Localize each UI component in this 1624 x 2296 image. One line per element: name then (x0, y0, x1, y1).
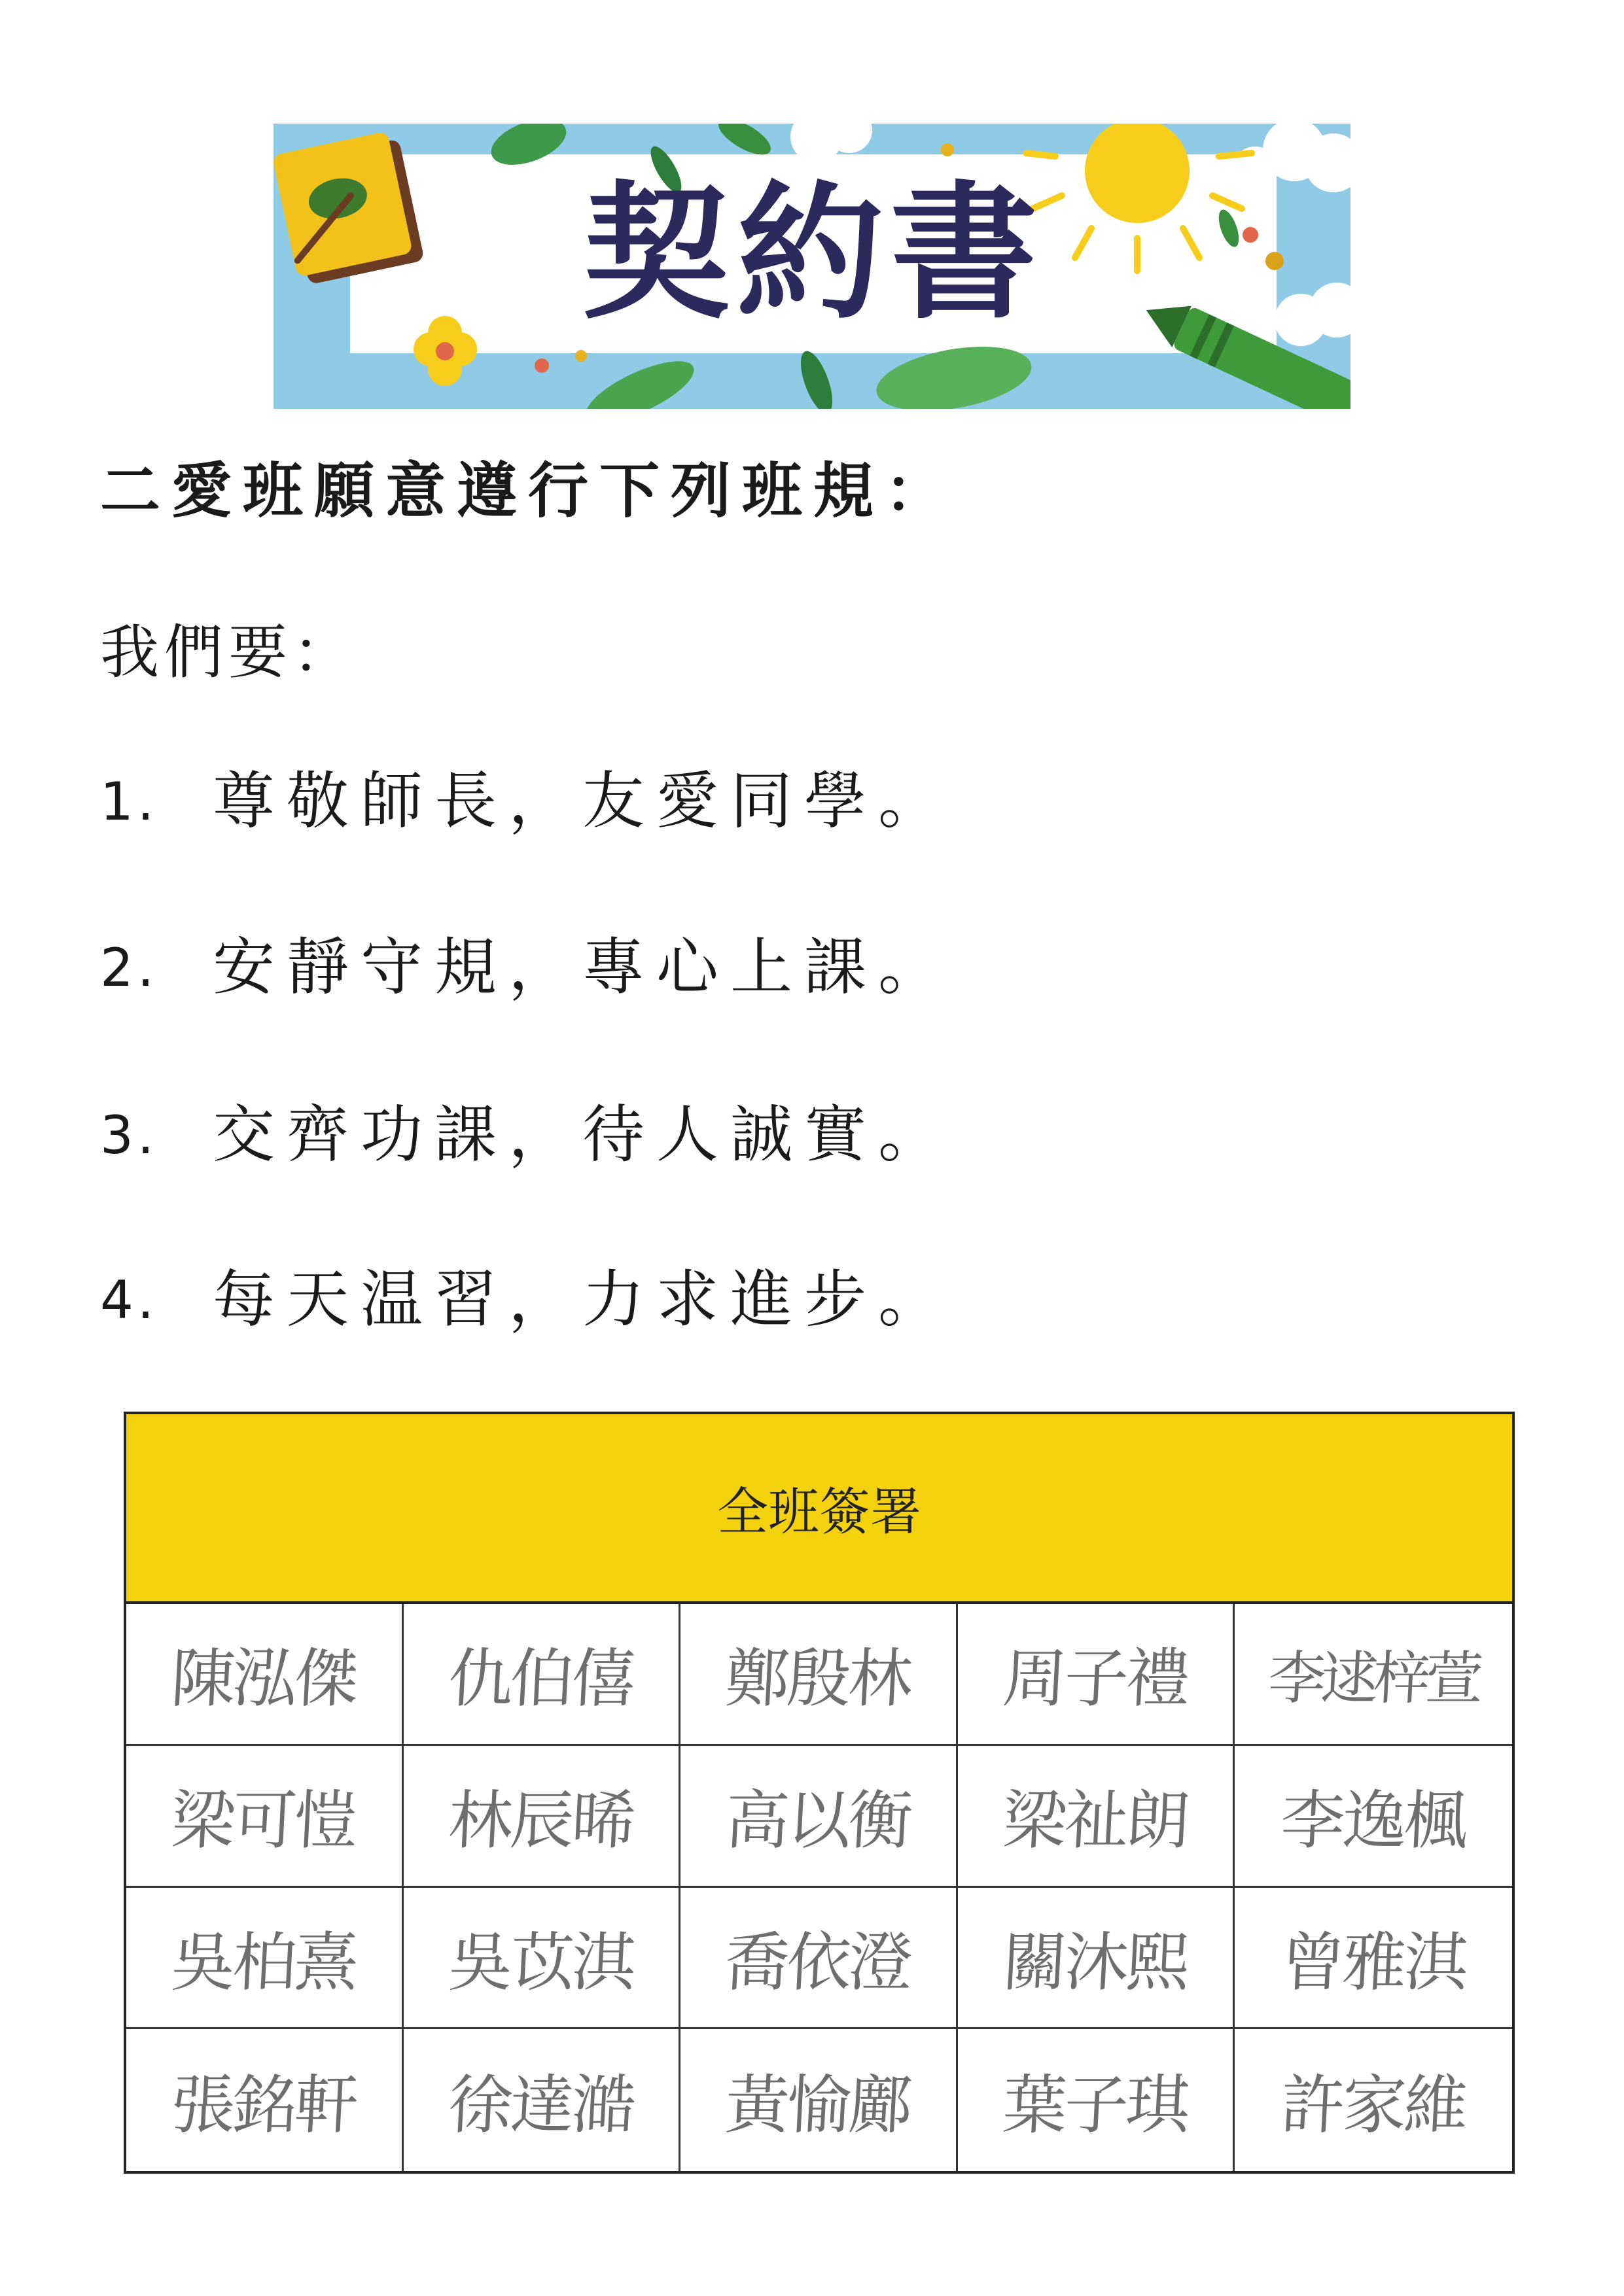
signature: 葉子琪 (1000, 2068, 1190, 2144)
signature: 仇伯僖 (446, 1642, 635, 1717)
class-pledge-heading: 二愛班願意遵行下列班規： (100, 455, 957, 526)
signature: 許家維 (1279, 2068, 1468, 2144)
signature: 梁祉朗 (1000, 1784, 1190, 1859)
signature-cell (680, 1746, 958, 1888)
rule-text: 每天温習，力求進步。 (213, 1263, 953, 1336)
signature: 周子禮 (1000, 1642, 1190, 1717)
signature: 李逑梓萱 (1267, 1644, 1480, 1712)
rule-item (100, 1264, 952, 1336)
signature-cell (958, 1888, 1235, 2030)
signature-cell (1235, 1604, 1512, 1746)
signature: 陳泓傑 (169, 1642, 358, 1717)
signature: 曾雅淇 (1279, 1925, 1468, 2000)
signature-cell (126, 1888, 404, 2030)
rule-item (100, 1099, 952, 1171)
signature-cell (126, 1604, 404, 1746)
signature: 高以衡 (724, 1784, 913, 1859)
signature-cell (404, 1888, 681, 2030)
rule-number: 3. (100, 1104, 158, 1166)
signature-table-header: 全班簽署 (126, 1414, 1512, 1604)
signature: 喬依澄 (724, 1925, 913, 2000)
signature: 梁可愷 (169, 1784, 358, 1859)
signature: 吳柏熹 (169, 1925, 358, 2000)
rule-number: 1. (100, 771, 158, 832)
rule-item (100, 931, 952, 1003)
signature: 吳苡淇 (446, 1925, 635, 2000)
page-title: 契約書 (582, 167, 1044, 339)
we-should-label: 我們要： (100, 618, 357, 687)
signature: 張銘軒 (169, 2068, 358, 2144)
rule-text: 安靜守規，專心上課。 (213, 931, 953, 1003)
signature-cell (404, 1746, 681, 1888)
rule-item (100, 765, 952, 837)
signature-cell (680, 1604, 958, 1746)
signature-cell (1235, 2029, 1512, 2171)
rule-number: 2. (100, 937, 158, 998)
signature-cell (680, 1888, 958, 2030)
signature: 徐達澔 (446, 2068, 635, 2144)
rule-text: 尊敬師長，友愛同學。 (213, 765, 953, 837)
signature: 林辰晞 (446, 1784, 635, 1859)
signature-cell (1235, 1888, 1512, 2030)
signature-cell (680, 2029, 958, 2171)
signature-table (124, 1412, 1515, 2174)
rule-text: 交齊功課，待人誠實。 (213, 1098, 953, 1171)
signature-cell (958, 1604, 1235, 1746)
rule-number: 4. (100, 1269, 158, 1331)
signature: 關沐熙 (1000, 1925, 1190, 2000)
signature-cell (126, 2029, 404, 2171)
signature: 李逸楓 (1279, 1784, 1468, 1859)
signature-cell (1235, 1746, 1512, 1888)
signature: 鄭殷林 (724, 1642, 913, 1717)
signature-grid (126, 1604, 1512, 2171)
signature-cell (958, 1746, 1235, 1888)
signature-cell (404, 1604, 681, 1746)
signature-cell (404, 2029, 681, 2171)
title-banner (274, 124, 1350, 409)
signature-cell (958, 2029, 1235, 2171)
signature: 黃愉鄺 (724, 2068, 913, 2144)
signature-cell (126, 1746, 404, 1888)
